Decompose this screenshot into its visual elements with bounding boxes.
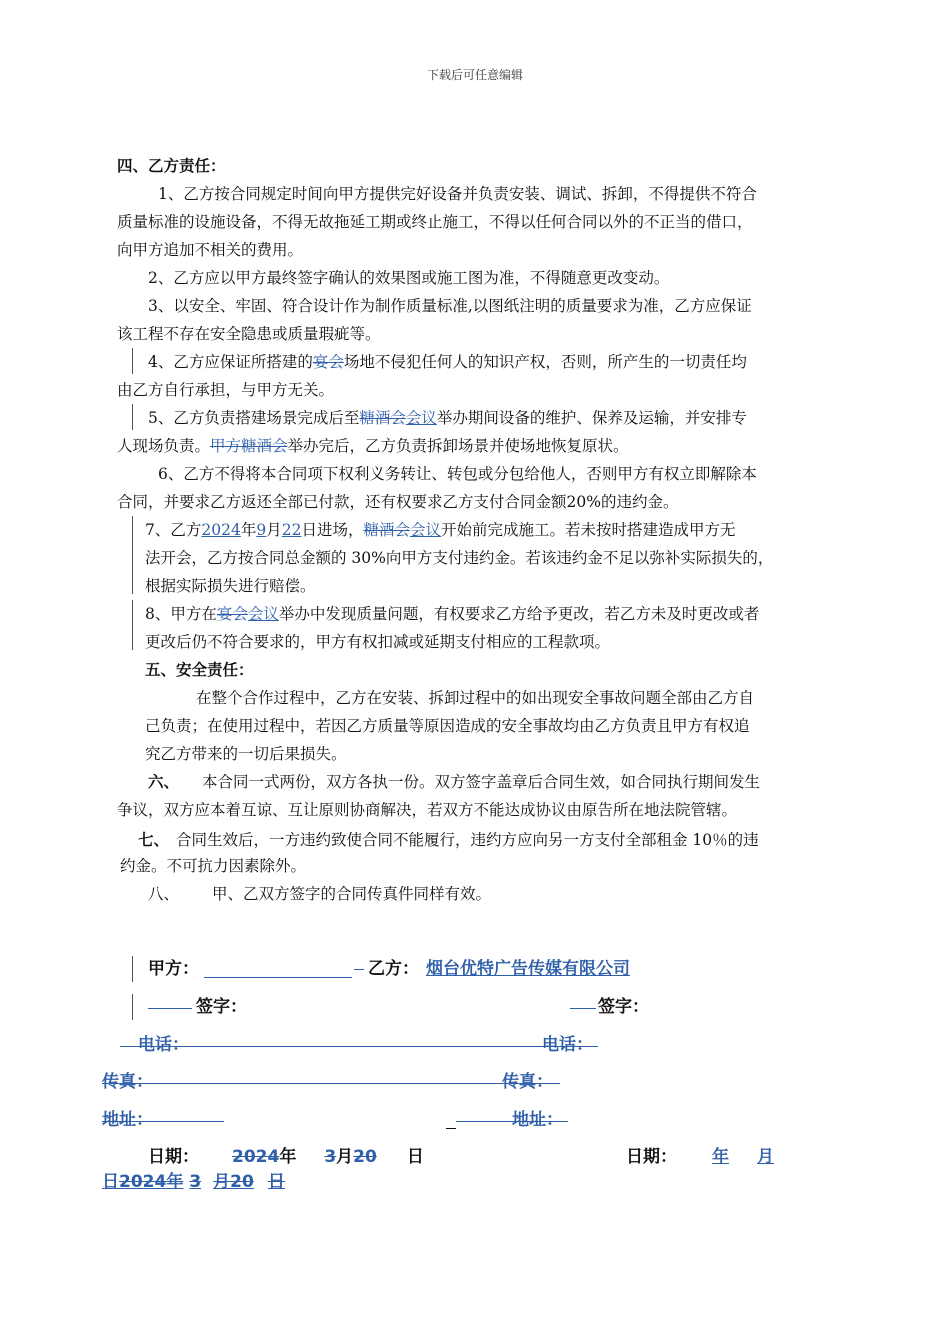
strike-line: [120, 1046, 598, 1047]
p1-line3: 向甲方追加不相关的费用。: [117, 241, 304, 259]
party-b-sign: 签字：: [598, 997, 649, 1017]
p2: 2、乙方应以甲方最终签字确认的效果图或施工图为准，不得随意更改变动。: [148, 269, 670, 287]
p7-line1: 7、乙方2024年9月22日进场，糖酒会会议开始前完成施工。若未按时搭建造成甲方无: [145, 521, 736, 539]
section4-title: 四、乙方责任：: [117, 157, 226, 175]
change-bar: [132, 348, 133, 374]
change-bar: [132, 600, 133, 650]
header-note: 下载后可任意编辑: [426, 68, 523, 82]
dash: [354, 969, 364, 970]
party-a-fax: 传真：: [102, 1072, 153, 1092]
party-a-date: 2024年 3月20 日: [232, 1147, 424, 1167]
party-b-fax: 传真：: [502, 1072, 553, 1092]
party-a-sign: 签字：: [196, 997, 247, 1017]
party-b-company: 烟台优特广告传媒有限公司: [426, 959, 630, 979]
section5-title: 五、安全责任：: [145, 661, 254, 679]
party-b-address: 地址：: [512, 1110, 563, 1130]
party-a-blank[interactable]: [204, 977, 352, 978]
party-b-date-line2: 日2024年 3 月20 日: [102, 1172, 285, 1192]
change-bar: [132, 516, 133, 594]
p5-line1: 5、乙方负责搭建场景完成后至糖酒会会议举办期间设备的维护、保养及运输，并安排专: [148, 409, 747, 427]
s5-line3: 究乙方带来的一切后果损失。: [145, 745, 347, 763]
p4-line2: 由乙方自行承担，与甲方无关。: [117, 381, 335, 399]
s7-line1: 合同生效后，一方违约致使合同不能履行，违约方应向另一方支付全部租金 10％的违: [176, 831, 759, 849]
party-b-label: 乙方：: [368, 959, 419, 979]
p3-line1: 3、以安全、牢固、符合设计作为制作质量标准,以图纸注明的质量要求为准，乙方应保证: [148, 297, 752, 315]
p6-line1: 6、乙方不得将本合同项下权利义务转让、转包或分包给他人，否则甲方有权立即解除本: [158, 465, 757, 483]
s8-text: 甲、乙双方签字的合同传真件同样有效。: [212, 885, 492, 903]
p1-line1: 1、乙方按合同规定时间向甲方提供完好设备并负责安装、调试、拆卸，不得提供不符合: [158, 185, 757, 203]
s6-line1: 本合同一式两份，双方各执一份。双方签字盖章后合同生效，如合同执行期间发生: [202, 773, 761, 791]
change-bar: [132, 956, 133, 982]
party-a-label: 甲方：: [148, 959, 199, 979]
strike-line: [102, 1083, 560, 1084]
party-b-date-label: 日期：: [626, 1147, 677, 1167]
p5-line2: 人现场负责。甲方糖酒会举办完后，乙方负责拆卸场景并使场地恢复原状。: [117, 437, 629, 455]
p8-line2: 更改后仍不符合要求的，甲方有权扣减或延期支付相应的工程款项。: [145, 633, 611, 651]
party-b-phone: 电话：: [542, 1035, 593, 1055]
party-a-address: 地址：: [102, 1110, 153, 1130]
section6-num: 六、: [148, 773, 180, 791]
p7-line3: 根据实际损失进行赔偿。: [145, 577, 316, 595]
strike-line: [570, 1008, 596, 1009]
p4-line1: 4、乙方应保证所搭建的宴会场地不侵犯任何人的知识产权，否则，所产生的一切责任均: [148, 353, 747, 371]
p7-line2: 法开会，乙方按合同总金额的 30%向甲方支付违约金。若该违约金不足以弥补实际损失的，: [145, 549, 774, 567]
p6-line2: 合同，并要求乙方返还全部已付款，还有权要求乙方支付合同金额20%的违约金。: [117, 493, 679, 511]
change-bar: [132, 404, 133, 430]
section7-num: 七、: [138, 831, 170, 849]
party-a-date-label: 日期：: [148, 1147, 199, 1167]
s5-line1: 在整个合作过程中，乙方在安装、拆卸过程中的如出现安全事故问题全部由乙方自: [196, 689, 755, 707]
s5-line2: 己负责；在使用过程中，若因乙方质量等原因造成的安全事故均由乙方负责且甲方有权追: [145, 717, 750, 735]
section8-num: 八、: [148, 885, 180, 903]
p1-line2: 质量标准的设施设备，不得无故拖延工期或终止施工，不得以任何合同以外的不正当的借口，: [117, 213, 753, 231]
party-b-date: 年 月: [712, 1147, 774, 1167]
underscore: [446, 1128, 456, 1129]
s6-line2: 争议，双方应本着互谅、互让原则协商解决，若双方不能达成协议由原告所在地法院管辖。: [117, 801, 738, 819]
party-a-phone: 电话：: [138, 1035, 189, 1055]
p3-line2: 该工程不存在安全隐患或质量瑕疵等。: [117, 325, 381, 343]
p8-line1: 8、甲方在宴会会议举办中发现质量问题，有权要求乙方给予更改，若乙方未及时更改或者: [145, 605, 760, 623]
change-bar: [132, 994, 133, 1020]
strike-line: [148, 1008, 192, 1009]
deleted-text: 宴会: [312, 353, 344, 371]
s7-line2: 约金。不可抗力因素除外。: [120, 857, 307, 875]
